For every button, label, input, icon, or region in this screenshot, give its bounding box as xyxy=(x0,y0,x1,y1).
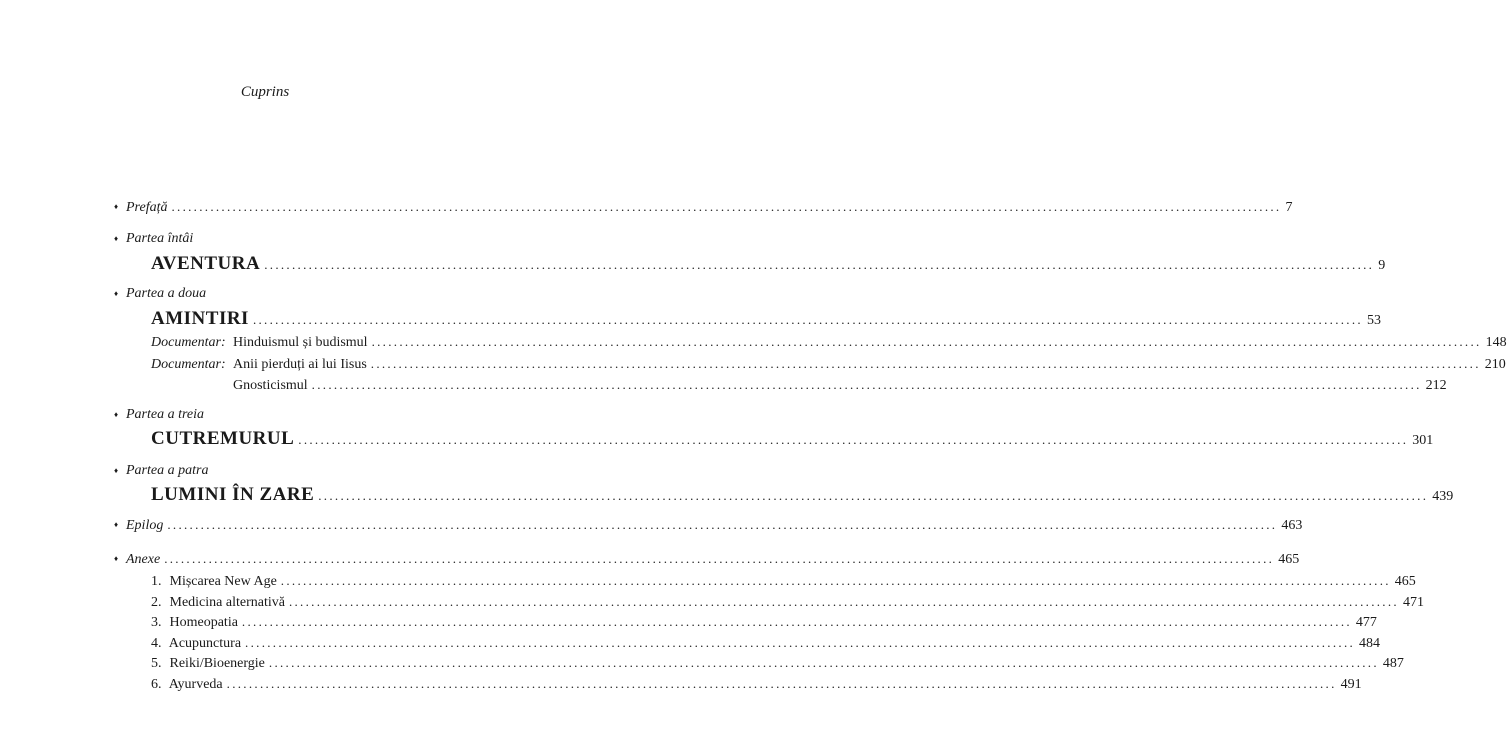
bullet-icon: ♦ xyxy=(114,554,119,563)
annex-item-4[interactable] xyxy=(151,634,1381,653)
page-number: 9 xyxy=(1378,258,1386,273)
entry-label: Hinduismul și budismul xyxy=(233,335,368,350)
entry-label: Anexe xyxy=(126,552,161,567)
dot-leader: ........................................................................................................................................................................................................ xyxy=(164,551,1275,566)
bullet-icon: ♦ xyxy=(114,234,119,243)
annex-item-5[interactable] xyxy=(151,654,1404,673)
part-heading-2: Partea a doua xyxy=(126,286,207,301)
page-number: 465 xyxy=(1394,574,1416,589)
bullet-icon: ♦ xyxy=(114,202,119,211)
annex-number: 3. xyxy=(151,615,162,630)
toc-entry-gnosticismul[interactable] xyxy=(233,376,1447,395)
page-number: 487 xyxy=(1382,656,1404,671)
page-number: 301 xyxy=(1412,433,1434,448)
page-number: 463 xyxy=(1281,518,1303,533)
annex-item-2[interactable] xyxy=(151,593,1424,612)
page-number: 439 xyxy=(1432,489,1454,504)
annex-number: 6. xyxy=(151,677,162,692)
dot-leader: ........................................................................................................................................................................................................ xyxy=(288,594,1399,609)
dot-leader: ........................................................................................................................................................................................................ xyxy=(252,312,1363,327)
entry-label: Mișcarea New Age xyxy=(169,574,277,589)
page-title: Cuprins xyxy=(240,84,290,100)
entry-label: AVENTURA xyxy=(151,253,261,274)
toc-entry-amintiri[interactable] xyxy=(151,308,1381,330)
toc-entry-epilog[interactable] xyxy=(126,516,1303,535)
entry-label: Homeopatia xyxy=(169,615,238,630)
annex-number: 2. xyxy=(151,595,162,610)
annex-item-3[interactable] xyxy=(151,613,1377,632)
dot-leader: ........................................................................................................................................................................................................ xyxy=(167,517,1278,532)
dot-leader: ........................................................................................................................................................................................................ xyxy=(171,199,1282,214)
documentar-prefix: Documentar: xyxy=(151,335,226,350)
toc-entry-cutremurul[interactable] xyxy=(151,428,1434,450)
dot-leader: ........................................................................................................................................................................................................ xyxy=(298,432,1409,447)
part-heading-3: Partea a treia xyxy=(126,407,205,422)
bullet-icon: ♦ xyxy=(114,466,119,475)
annex-item-1[interactable] xyxy=(151,572,1416,591)
entry-label: LUMINI ÎN ZARE xyxy=(151,484,315,505)
page-number: 484 xyxy=(1359,636,1381,651)
documentar-prefix: Documentar: xyxy=(151,357,226,372)
dot-leader: ........................................................................................................................................................................................................ xyxy=(226,676,1337,691)
page-number: 212 xyxy=(1425,378,1447,393)
bullet-icon: ♦ xyxy=(114,289,119,298)
dot-leader: ........................................................................................................................................................................................................ xyxy=(371,334,1482,349)
entry-label: Gnosticismul xyxy=(233,378,308,393)
bullet-icon: ♦ xyxy=(114,410,119,419)
page-number: 465 xyxy=(1278,552,1300,567)
entry-label: Ayurveda xyxy=(168,677,223,692)
dot-leader: ........................................................................................................................................................................................................ xyxy=(241,614,1352,629)
bullet-icon: ♦ xyxy=(114,520,119,529)
entry-label: Acupunctura xyxy=(168,636,242,651)
dot-leader: ........................................................................................................................................................................................................ xyxy=(264,257,1375,272)
page-number: 471 xyxy=(1402,595,1424,610)
dot-leader: ........................................................................................................................................................................................................ xyxy=(245,635,1356,650)
annex-number: 1. xyxy=(151,574,162,589)
entry-label: Reiki/Bioenergie xyxy=(169,656,265,671)
toc-entry-anii-pierduti[interactable] xyxy=(151,355,1506,374)
dot-leader: ........................................................................................................................................................................................................ xyxy=(280,573,1391,588)
page-number: 210 xyxy=(1484,357,1506,372)
toc-entry-lumini-in-zare[interactable] xyxy=(151,484,1454,506)
page-number: 491 xyxy=(1340,677,1362,692)
dot-leader: ........................................................................................................................................................................................................ xyxy=(268,655,1379,670)
entry-label: Epilog xyxy=(126,518,164,533)
entry-label: CUTREMURUL xyxy=(151,428,295,449)
page-number: 53 xyxy=(1366,313,1381,328)
entry-label: Prefață xyxy=(126,200,168,215)
annex-number: 4. xyxy=(151,636,162,651)
entry-label: Anii pierduți ai lui Iisus xyxy=(233,357,367,372)
annex-item-6[interactable] xyxy=(151,675,1362,694)
part-heading-1: Partea întâi xyxy=(126,231,194,246)
dot-leader: ........................................................................................................................................................................................................ xyxy=(370,356,1481,371)
page-number: 7 xyxy=(1285,200,1293,215)
dot-leader: ........................................................................................................................................................................................................ xyxy=(318,488,1429,503)
toc-entry-hinduismul[interactable] xyxy=(151,333,1507,352)
page-number: 148 xyxy=(1485,335,1507,350)
entry-label: AMINTIRI xyxy=(151,308,249,329)
entry-label: Medicina alternativă xyxy=(169,595,285,610)
toc-entry-prefata[interactable] xyxy=(126,198,1293,217)
annex-number: 5. xyxy=(151,656,162,671)
toc-entry-aventura[interactable] xyxy=(151,253,1386,275)
part-heading-4: Partea a patra xyxy=(126,463,209,478)
dot-leader: ........................................................................................................................................................................................................ xyxy=(311,377,1422,392)
toc-entry-anexe[interactable] xyxy=(126,550,1300,569)
page-number: 477 xyxy=(1355,615,1377,630)
